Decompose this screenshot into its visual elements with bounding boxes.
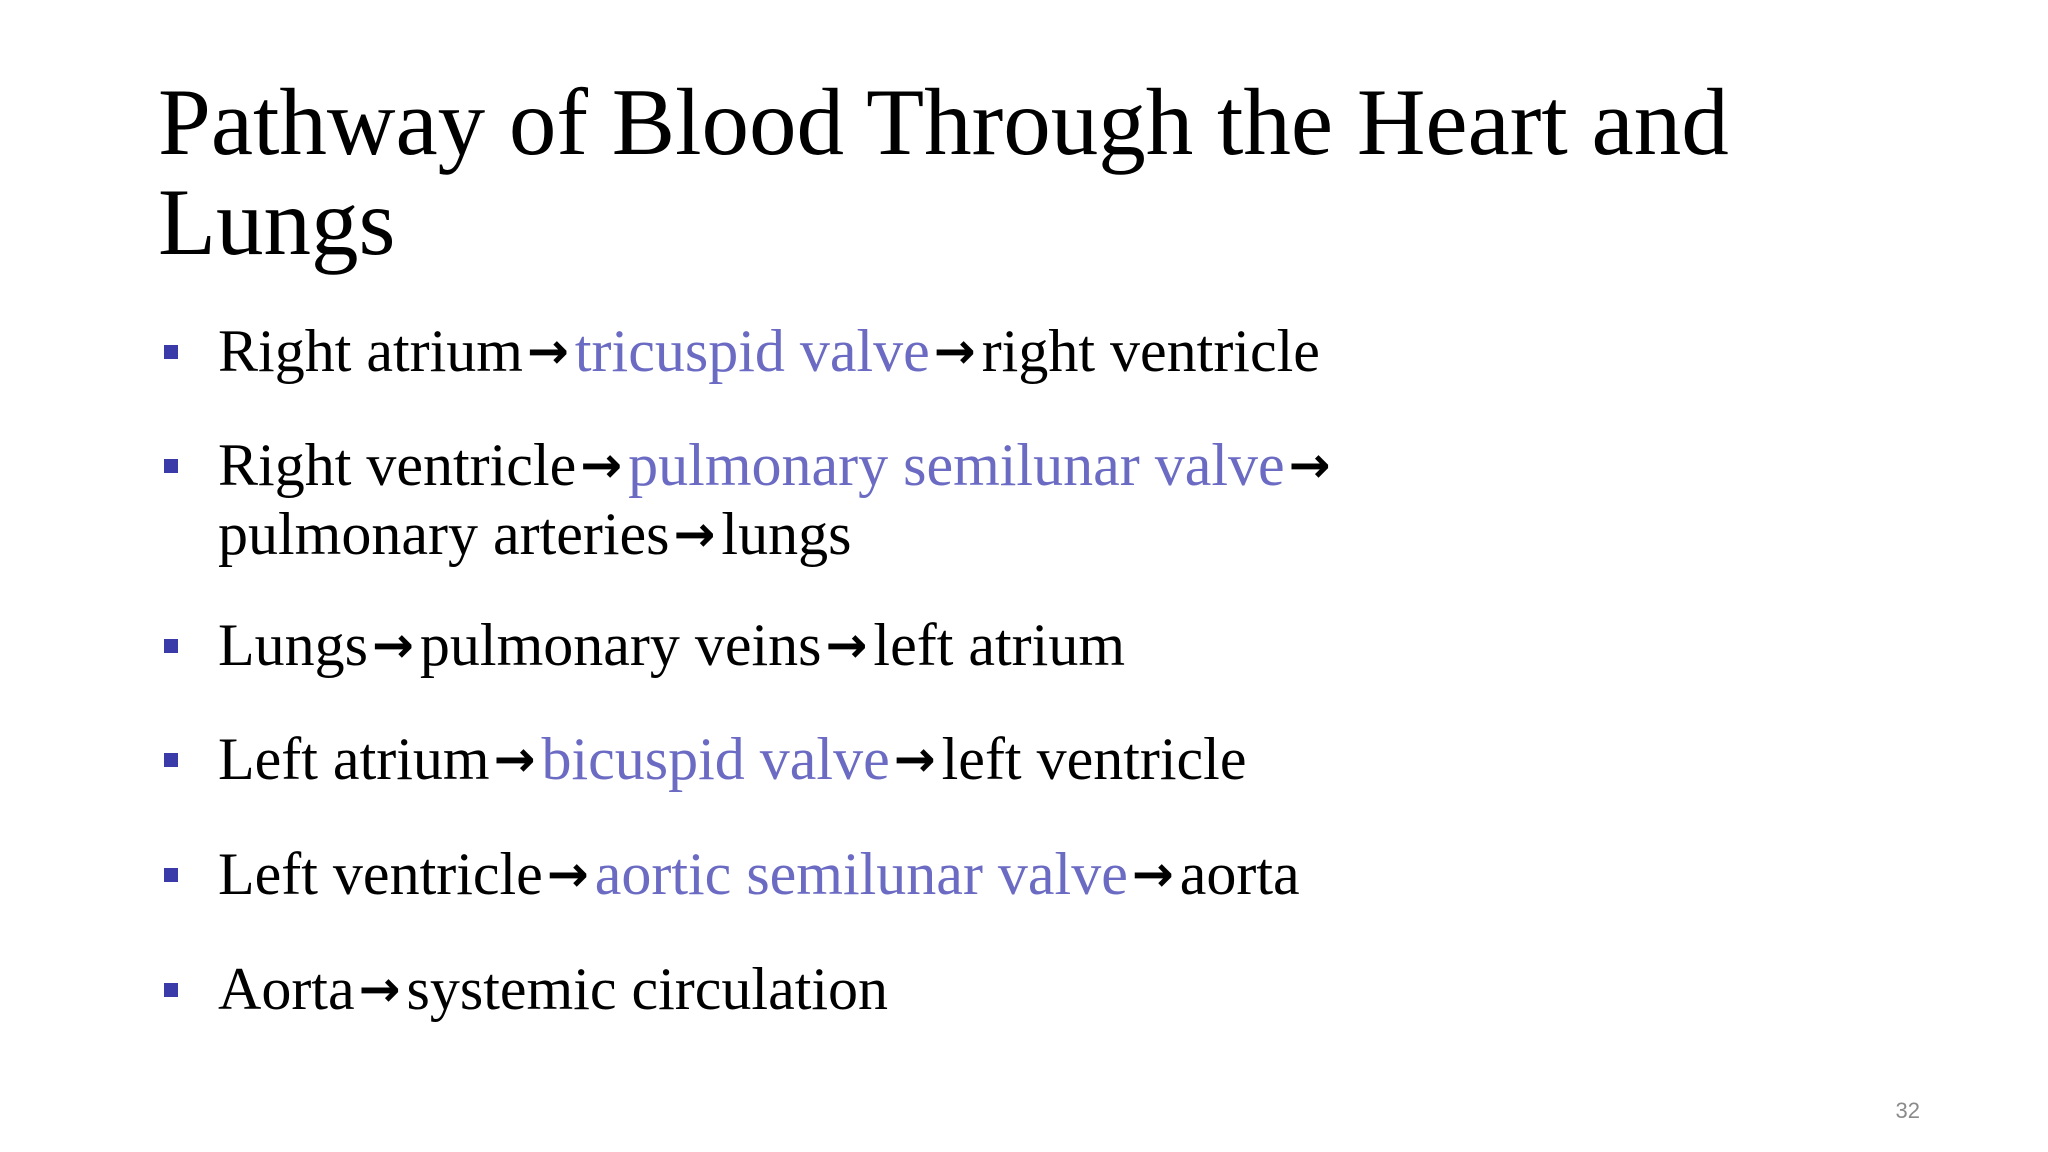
right-arrow-icon: →	[580, 436, 623, 494]
right-arrow-icon: →	[493, 730, 536, 788]
pathway-step: Lungs	[218, 612, 368, 678]
pathway-step: left atrium	[873, 612, 1125, 678]
right-arrow-icon: →	[825, 616, 868, 674]
valve-step: bicuspid valve	[541, 726, 890, 792]
square-bullet-icon	[164, 345, 178, 359]
bullet-item-1	[218, 318, 1718, 387]
pathway-step: left ventricle	[941, 726, 1247, 792]
bullet-text	[218, 956, 888, 1022]
bullet-text	[218, 612, 1125, 678]
valve-step: aortic semilunar valve	[594, 841, 1128, 907]
pathway-step: pulmonary veins	[419, 612, 822, 678]
right-arrow-icon: →	[1288, 436, 1331, 494]
bullet-item-4	[218, 726, 1718, 795]
square-bullet-icon	[164, 639, 178, 653]
square-bullet-icon	[164, 753, 178, 767]
square-bullet-icon	[164, 983, 178, 997]
bullet-text	[218, 841, 1300, 907]
pathway-step: right ventricle	[981, 318, 1320, 384]
valve-step: tricuspid valve	[574, 318, 930, 384]
pathway-step: Left atrium	[218, 726, 490, 792]
bullet-item-5	[218, 841, 1718, 910]
right-arrow-icon: →	[933, 322, 976, 380]
pathway-step: Right ventricle	[218, 432, 577, 498]
right-arrow-icon: →	[893, 730, 936, 788]
pathway-step: systemic circulation	[406, 956, 889, 1022]
right-arrow-icon: →	[358, 960, 401, 1018]
pathway-step: Aorta	[218, 956, 355, 1022]
pathway-step: pulmonary arteries	[218, 501, 670, 567]
bullet-item-3	[218, 612, 1718, 681]
right-arrow-icon: →	[673, 505, 716, 563]
slide-title: Pathway of Blood Through the Heart and Lungs	[158, 69, 1729, 275]
square-bullet-icon	[164, 459, 178, 473]
pathway-step: aorta	[1179, 841, 1300, 907]
right-arrow-icon: →	[372, 616, 414, 674]
bullet-text	[218, 432, 1337, 567]
bullet-item-6	[218, 956, 1718, 1025]
pathway-step: Right atrium	[218, 318, 523, 384]
bullet-text	[218, 726, 1246, 792]
right-arrow-icon: →	[1131, 845, 1174, 903]
page-number: 32	[1895, 1098, 1920, 1123]
right-arrow-icon: →	[526, 322, 569, 380]
pathway-step: lungs	[721, 501, 852, 567]
pathway-step: Left ventricle	[218, 841, 543, 907]
bullet-text	[218, 318, 1320, 384]
bullet-item-2	[218, 432, 1718, 570]
right-arrow-icon: →	[546, 845, 589, 903]
square-bullet-icon	[164, 868, 178, 882]
valve-step: pulmonary semilunar valve	[628, 432, 1285, 498]
